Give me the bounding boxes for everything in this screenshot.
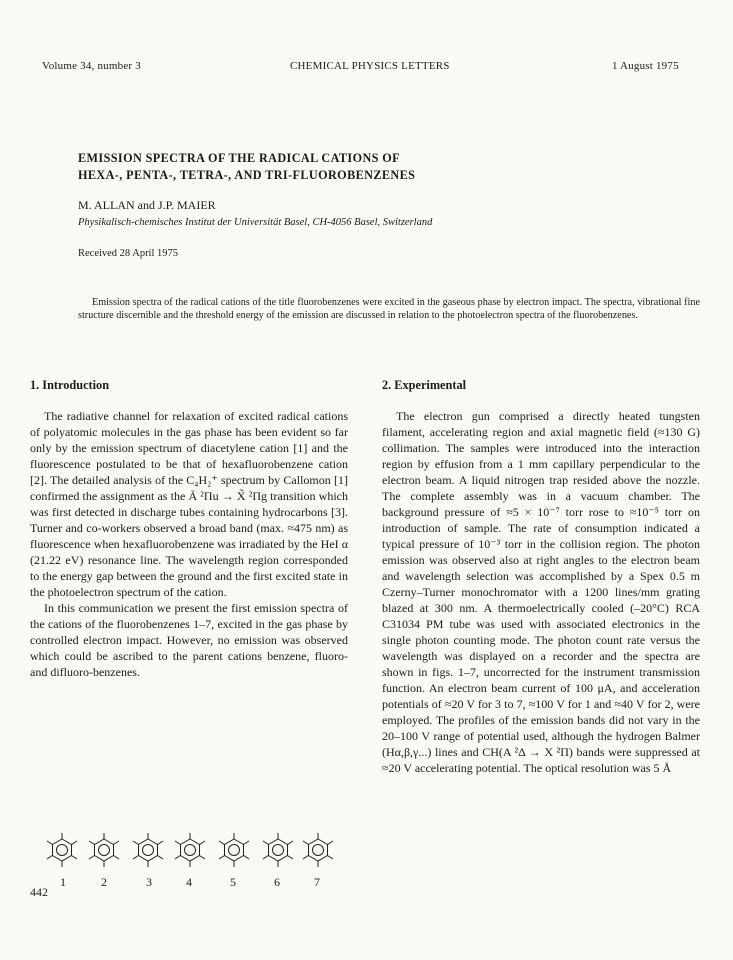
paragraph: In this communication we present the first emission spectra of the cations of the fluorobenzenes 1–7, excited in the gas phase by controlled electron impact. However, no emission was observed which could be ascribed to the parent cations benzene, fluoro- and difluoro-benzenes.	[30, 601, 348, 679]
received-date: Received 28 April 1975	[78, 248, 179, 259]
molecule-5	[219, 833, 249, 867]
molecule-label-7: 7	[314, 875, 320, 889]
journal-name: CHEMICAL PHYSICS LETTERS	[290, 60, 450, 72]
paragraph: The electron gun comprised a directly heated tungsten filament, accelerating region and axial magnetic field (≈130 G) collimation. The samples were introduced into the interaction region by effusion from a 1 mm capillary perpendicular to the electron beam. A liquid nitrogen trap resided above the nozzle. The complete assembly was in a vacuum chamber. The background pressure of ≈5 × 10⁻⁷ torr rose to ≈10⁻⁵ torr on introduction of sample. The rate of consumption indicated a typical pressure of 10⁻³ torr in the collision region. The photon emission was observed also at right angles to the electron beam and wavelength selection was accomplished by a Spex 0.5 m Czerny–Turner monochromator with a 1200 lines/mm grating blazed at 300 nm. A thermoelectrically cooled (–20°C) RCA C31034 PM tube was used with associated electronics in the single photon counting mode. The photon count rate versus the wavelength was displayed on a recorder and the spectra are shown in figs. 1–7, uncorrected for the instrument transmission function. An electron beam current of 100 μA, and acceleration potentials of ≈20 V for 3 to 7, ≈100 V for 1 and ≈40 V for 2, were employed. The profiles of the emission bands did not vary in the 20–100 V range of potential used, although the hydrogen Balmer (Hα,β,γ...) lines and CH(A ²Δ → X ²Π) bands were suppressed at ≈20 V accelerating potential. The optical resolution was 5 Å	[382, 409, 700, 775]
article-title-line-1: EMISSION SPECTRA OF THE RADICAL CATIONS OF	[78, 151, 400, 165]
authors: M. ALLAN and J.P. MAIER	[78, 198, 216, 212]
molecule-label-1: 1	[60, 875, 66, 889]
molecule-4	[175, 833, 205, 867]
paragraph: The radiative channel for relaxation of excited radical cations of polyatomic molecules in the gas phase has been evident so far only by the emission spectrum of diacetylene cation [1] and the fluorescence postulated to be that of hexafluorobenzene cation [2]. The detailed analysis of the C₄H₂⁺ spectrum by Callomon [1] confirmed the assignment as the Ã ²Πu → X̃ ²Πg transition which was first detected in discharge tubes containing hydrocarbons [3]. Turner and co-workers observed a broad band (max. ≈475 nm) as fluorescence when hexafluorobenzene was irradiated by the HeI α (21.22 eV) resonance line. The wavelength region corresponded to the energy gap between the ground and the first excited state in the photoelectron spectrum of the cation.	[30, 409, 348, 599]
section-heading-experimental: 2. Experimental	[382, 378, 467, 392]
fluorobenzene-structures	[30, 810, 350, 885]
molecule-label-6: 6	[274, 875, 280, 889]
section-heading-introduction: 1. Introduction	[30, 378, 110, 392]
article-title-line-2: HEXA-, PENTA-, TETRA-, AND TRI-FLUOROBENZENES	[78, 168, 416, 182]
molecule-3	[133, 833, 163, 867]
article-title	[78, 150, 638, 184]
volume-label: Volume 34, number 3	[42, 60, 141, 72]
molecule-7	[303, 833, 333, 867]
page-number: 442	[30, 885, 48, 899]
molecule-2	[89, 833, 119, 867]
molecule-label-3: 3	[146, 875, 152, 889]
molecule-1	[47, 833, 77, 867]
molecule-6	[263, 833, 293, 867]
molecule-label-4: 4	[186, 875, 192, 889]
experimental-body	[382, 408, 700, 776]
molecule-label-5: 5	[230, 875, 236, 889]
abstract: Emission spectra of the radical cations of the title fluorobenzenes were excited in the gaseous phase by electron impact. The spectra, vibrational fine structure discernible and the threshold energy of the emission are discussed in relation to the photoelectron spectra of the fluorobenzenes.	[78, 297, 700, 322]
issue-date: 1 August 1975	[612, 60, 679, 72]
molecule-label-2: 2	[101, 875, 107, 889]
affiliation: Physikalisch-chemisches Institut der Universität Basel, CH-4056 Basel, Switzerland	[78, 217, 433, 228]
introduction-body	[30, 408, 348, 680]
